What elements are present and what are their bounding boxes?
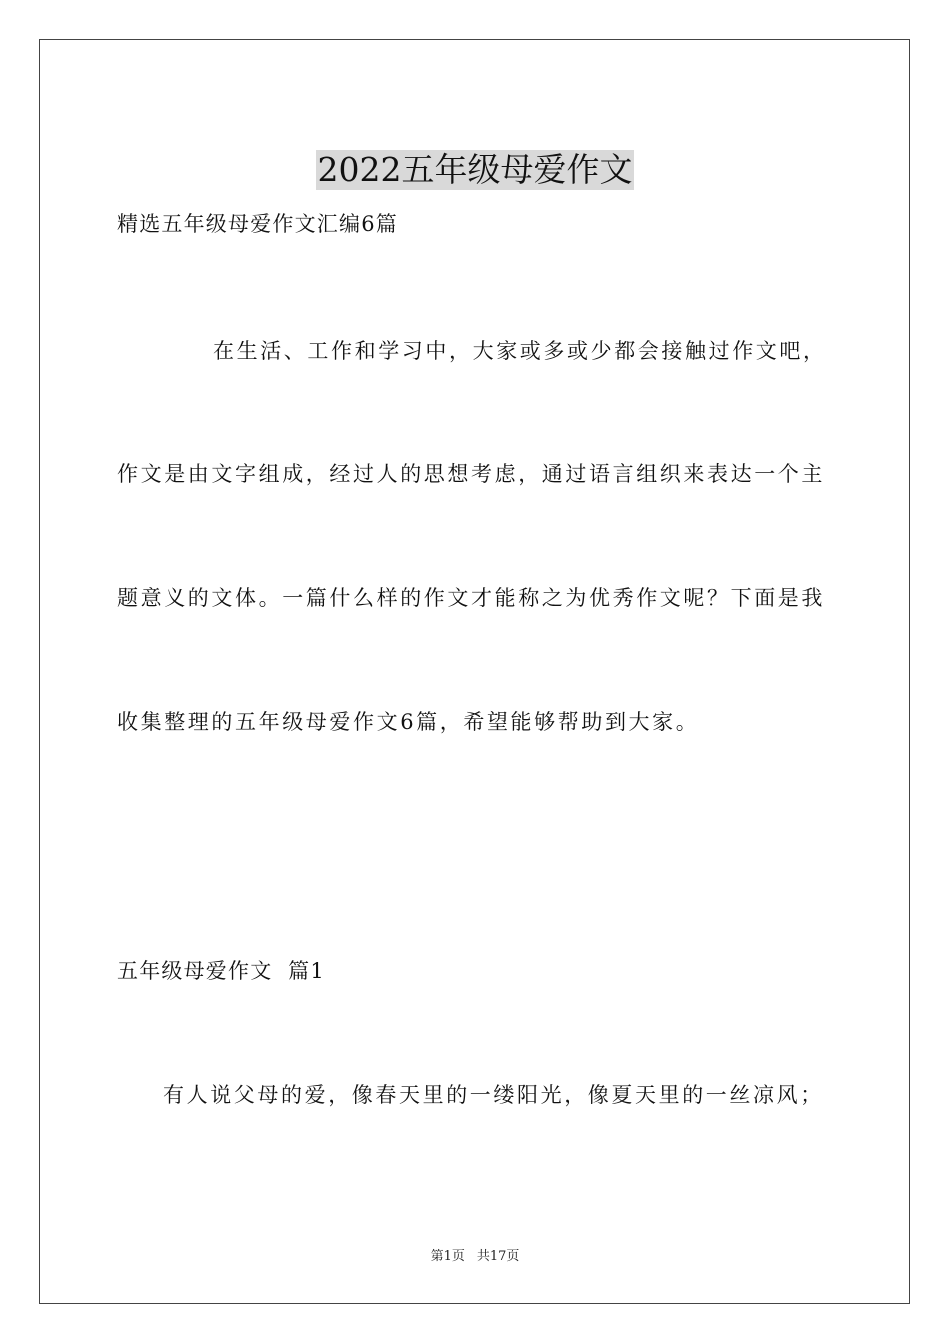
intro-line-3: 题意义的文体。一篇什么样的作文才能称之为优秀作文呢？下面是我 xyxy=(117,586,825,610)
intro-line-2: 作文是由文字组成，经过人的思想考虑，通过语言组织来表达一个主 xyxy=(117,462,825,486)
page-footer xyxy=(0,1248,950,1266)
title-container xyxy=(0,128,950,212)
page-number-current: 第1页 xyxy=(430,1249,465,1264)
section-title: 五年级母爱作文 篇1 xyxy=(117,959,325,983)
intro-line-4: 收集整理的五年级母爱作文6篇，希望能够帮助到大家。 xyxy=(117,710,700,734)
section-first-line: 有人说父母的爱，像春天里的一缕阳光，像夏天里的一丝凉风； xyxy=(163,1083,824,1107)
intro-line-1: 在生活、工作和学习中，大家或多或少都会接触过作文吧， xyxy=(213,339,827,363)
document-subtitle: 精选五年级母爱作文汇编6篇 xyxy=(117,212,398,236)
document-title: 2022五年级母爱作文 xyxy=(317,150,633,190)
page-number-total: 共17页 xyxy=(476,1249,520,1264)
